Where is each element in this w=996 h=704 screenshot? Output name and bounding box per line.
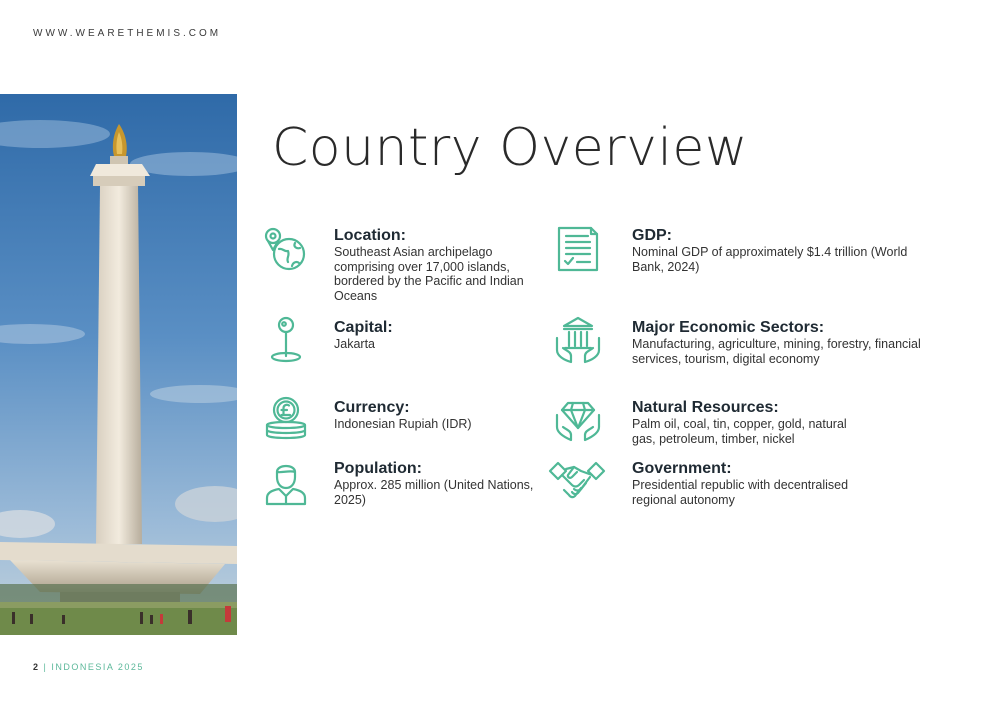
document-chart-icon bbox=[554, 224, 602, 272]
resources-label: Natural Resources: bbox=[632, 399, 779, 416]
page-footer bbox=[33, 662, 144, 672]
government-text: Presidential republic with decentralised regional autonomy bbox=[632, 478, 849, 507]
footer-label: INDONESIA 2025 bbox=[51, 662, 144, 672]
bank-hands-icon bbox=[554, 316, 602, 364]
page-title: Country Overview bbox=[272, 118, 748, 178]
currency-text: Indonesian Rupiah (IDR) bbox=[334, 417, 472, 431]
capital-label: Capital: bbox=[334, 319, 393, 336]
resources-text: Palm oil, coal, tin, copper, gold, natural gas, petroleum, timber, nickel bbox=[632, 417, 847, 446]
coin-stack-icon bbox=[262, 395, 310, 443]
gdp-label: GDP: bbox=[632, 227, 672, 244]
handshake-icon bbox=[548, 457, 606, 505]
population-label: Population: bbox=[334, 460, 422, 477]
government-label: Government: bbox=[632, 460, 732, 477]
diamond-hands-icon bbox=[554, 395, 602, 443]
capital-text: Jakarta bbox=[334, 337, 375, 351]
location-text: Southeast Asian archipelago comprising over 17,000 islands, bordered by the Pacific and Indian Oceans bbox=[334, 245, 524, 303]
sectors-text: Manufacturing, agriculture, mining, forestry, financial services, tourism, digital economy bbox=[632, 337, 921, 366]
map-pin-icon bbox=[262, 316, 310, 364]
globe-pin-icon bbox=[262, 226, 310, 274]
location-label: Location: bbox=[334, 227, 406, 244]
person-icon bbox=[262, 458, 310, 506]
footer-separator: | bbox=[39, 662, 52, 672]
page-number: 2 bbox=[33, 662, 40, 672]
population-text: Approx. 285 million (United Nations, 2025) bbox=[334, 478, 534, 507]
site-url: WWW.WEARETHEMIS.COM bbox=[33, 28, 222, 39]
currency-label: Currency: bbox=[334, 399, 410, 416]
gdp-text: Nominal GDP of approximately $1.4 trillion (World Bank, 2024) bbox=[632, 245, 908, 274]
monument-photo bbox=[0, 94, 237, 635]
sectors-label: Major Economic Sectors: bbox=[632, 319, 825, 336]
